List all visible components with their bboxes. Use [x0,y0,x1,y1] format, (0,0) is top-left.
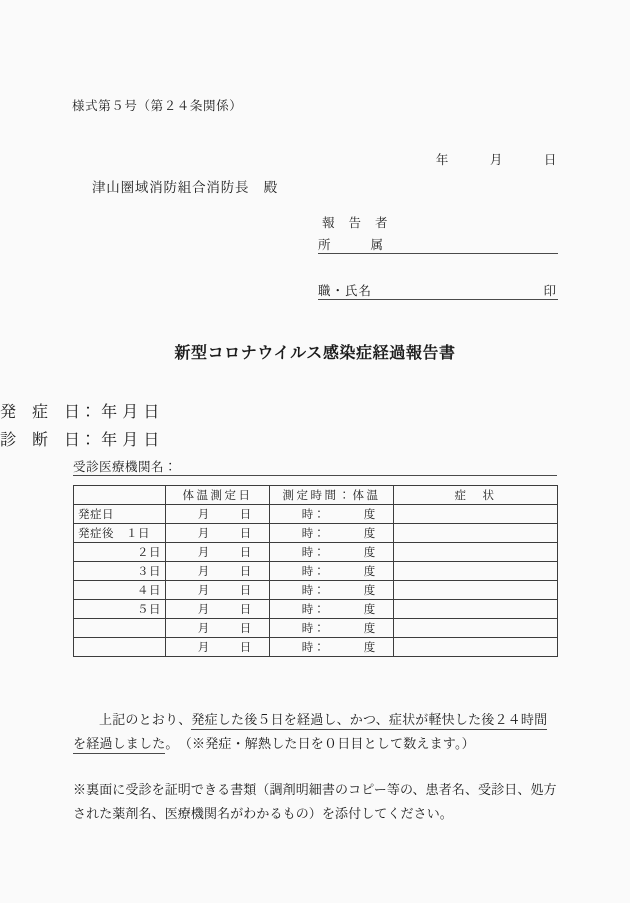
cell-measure-date[interactable] [166,619,270,638]
time-unit: 時： [301,564,325,578]
month-unit: 月 [197,640,210,654]
cell-measure-time-temp[interactable] [270,600,394,619]
table-row [74,638,558,657]
month-unit: 月 [197,545,210,559]
month-unit: 月 [197,583,210,597]
cell-day-label: 発症後 １日 [74,524,166,543]
cell-day-label: 発症日 [74,505,166,524]
onset-date-label: 発 症 日： [0,402,97,421]
day-unit: 日 [239,564,252,578]
addressee: 津山圏域消防組合消防長 殿 [92,180,278,196]
clinic-name-label: 受診医療機関名： [73,459,178,474]
date-day-label: 日 [543,152,557,167]
table-body [74,505,558,657]
table-row [74,600,558,619]
cell-symptom[interactable] [394,562,558,581]
table-row [74,543,558,562]
onset-day-label: 日 [143,402,160,421]
time-unit: 時： [301,621,325,635]
affiliation-label: 所 属 [318,237,389,252]
month-unit: 月 [197,526,210,540]
cell-symptom[interactable] [394,581,558,600]
reporter-block [318,213,558,300]
onset-date-field[interactable] [0,399,159,422]
diagnosis-month-label: 月 [122,430,139,449]
month-unit: 月 [197,621,210,635]
cell-measure-time-temp[interactable] [270,505,394,524]
cell-measure-date[interactable] [166,543,270,562]
name-label: 職・氏名 [318,283,373,298]
cell-measure-date[interactable] [166,562,270,581]
day-unit: 日 [239,545,252,559]
declaration-tail: 。 （※発症・解熱した日を０日目として数えます。） [165,737,475,752]
time-unit: 時： [301,545,325,559]
declaration-underlined-1: 発症した後５日を経過し、かつ、症状が軽快した後２４時間 [191,713,548,728]
table-row [74,619,558,638]
cell-symptom[interactable] [394,619,558,638]
document-date-line [418,135,557,183]
cell-day-label: ５日 [74,600,166,619]
degree-unit: 度 [363,545,376,559]
cell-day-label [74,619,166,638]
table-row [74,524,558,543]
diagnosis-year-label: 年 [101,430,118,449]
cell-measure-time-temp[interactable] [270,581,394,600]
cell-measure-date[interactable] [166,505,270,524]
cell-day-label: ２日 [74,543,166,562]
form-number: 様式第５号（第２４条関係） [72,98,243,113]
degree-unit: 度 [363,507,376,521]
clinic-name-field[interactable] [73,456,557,476]
degree-unit: 度 [363,602,376,616]
table-row [74,581,558,600]
cell-day-label: ４日 [74,581,166,600]
cell-symptom[interactable] [394,543,558,562]
time-unit: 時： [301,583,325,597]
cell-symptom[interactable] [394,638,558,657]
table-header-measure-date: 体温測定日 [166,486,270,505]
table-header-symptoms: 症 状 [394,486,558,505]
month-unit: 月 [197,564,210,578]
cell-day-label [74,638,166,657]
day-unit: 日 [239,526,252,540]
day-unit: 日 [239,640,252,654]
day-unit: 日 [239,507,252,521]
seal-label: 印 [543,283,556,298]
onset-year-label: 年 [101,402,118,421]
month-unit: 月 [197,602,210,616]
name-field[interactable] [318,281,558,300]
table-header-row [74,486,558,505]
time-unit: 時： [301,640,325,654]
footnote: ※裏面に受診を証明できる書類（調剤明細書のコピー等の、患者名、受診日、処方された薬剤名、医療機関名がわかるもの）を添付してください。 [73,783,557,822]
degree-unit: 度 [363,526,376,540]
degree-unit: 度 [363,583,376,597]
time-unit: 時： [301,602,325,616]
cell-measure-date[interactable] [166,638,270,657]
cell-symptom[interactable] [394,505,558,524]
cell-measure-time-temp[interactable] [270,638,394,657]
degree-unit: 度 [363,640,376,654]
table-row [74,505,558,524]
degree-unit: 度 [363,564,376,578]
degree-unit: 度 [363,621,376,635]
cell-measure-date[interactable] [166,524,270,543]
onset-month-label: 月 [122,402,139,421]
month-unit: 月 [197,507,210,521]
cell-symptom[interactable] [394,524,558,543]
affiliation-field[interactable] [318,235,558,254]
table-header-blank [74,486,166,505]
diagnosis-day-label: 日 [143,430,160,449]
date-month-label: 月 [489,152,503,167]
cell-measure-time-temp[interactable] [270,619,394,638]
time-unit: 時： [301,526,325,540]
cell-measure-time-temp[interactable] [270,543,394,562]
diagnosis-date-field[interactable] [0,427,159,450]
declaration-underlined-2: を経過しました [73,737,166,752]
cell-measure-date[interactable] [166,600,270,619]
page-title: 新型コロナウイルス感染症経過報告書 [174,343,456,362]
table-row [74,562,558,581]
cell-measure-time-temp[interactable] [270,524,394,543]
table-header-measure-time-temp: 測定時間：体温 [270,486,394,505]
day-unit: 日 [239,602,252,616]
diagnosis-date-label: 診 断 日： [0,430,97,449]
date-year-label: 年 [435,152,449,167]
cell-symptom[interactable] [394,600,558,619]
day-unit: 日 [239,583,252,597]
declaration-lead: 上記のとおり、 [99,713,192,728]
time-unit: 時： [301,507,325,521]
cell-measure-date[interactable] [166,581,270,600]
day-unit: 日 [239,621,252,635]
declaration-paragraph [73,709,560,757]
temperature-log-table [73,485,558,657]
cell-measure-time-temp[interactable] [270,562,394,581]
reporter-heading: 報 告 者 [322,215,393,230]
cell-day-label: ３日 [74,562,166,581]
